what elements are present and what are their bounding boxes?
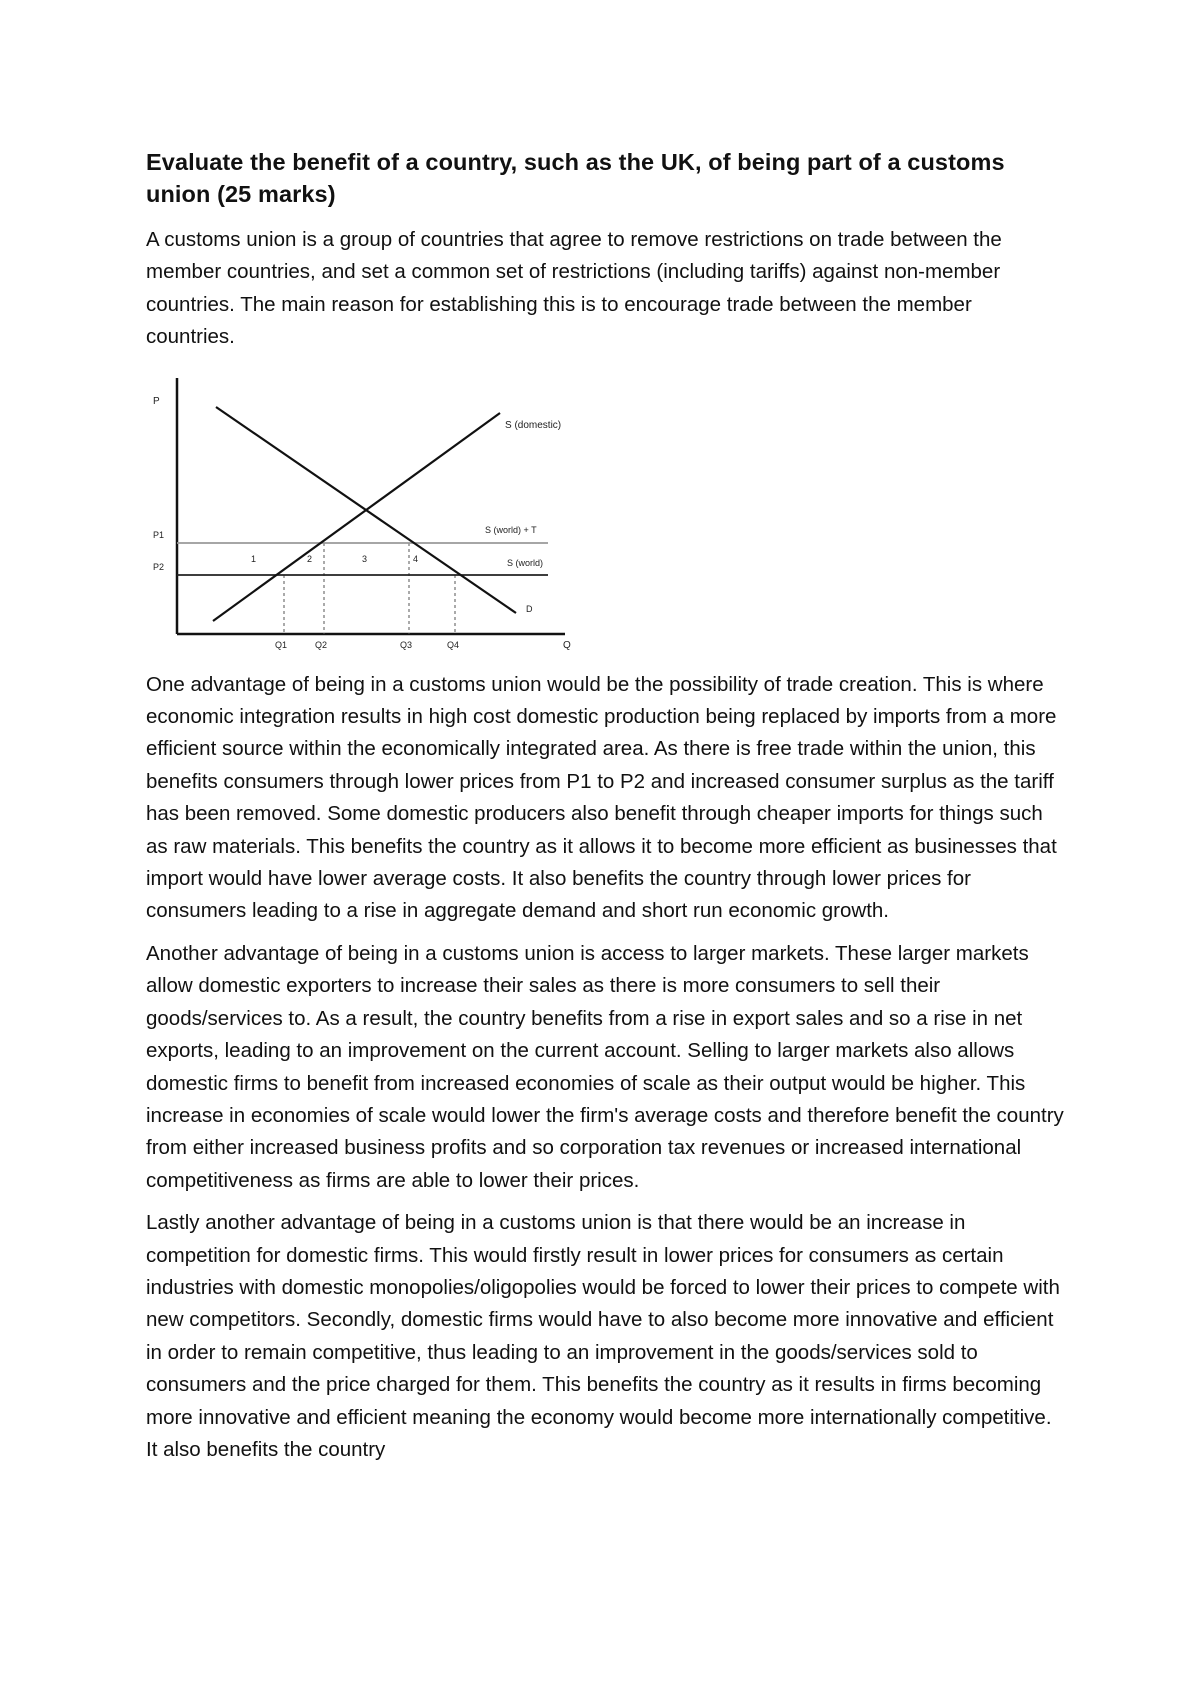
intro-paragraph: A customs union is a group of countries that agree to remove restrictions on trade between the member countries, and set a common set of restrictions (including tariffs) against non-member countries. The main reason for establishing this is to encourage trade between the member countries. — [146, 228, 1002, 349]
document-body — [146, 146, 1066, 1476]
trade-creation-paragraph: One advantage of being in a customs union would be the possibility of trade creation. This is where economic integration results in high cost domestic production being replaced by imports from a more efficient source within the economically integrated area. As there is free trade within the union, this benefits consumers through lower prices from P1 to P2 and increased consumer surplus as the tariff has been removed. Some domestic producers also benefit through cheaper imports for things such as raw materials. This benefits the country as it allows it to become more efficient as businesses that import would have lower average costs. It also benefits the country through lower prices for consumers leading to a rise in aggregate demand and short run economic growth. — [146, 672, 1057, 923]
quantity-label-q1: Q1 — [275, 639, 288, 650]
essay-title: Evaluate the benefit of a country, such as the UK, of being part of a customs union (25 marks) — [146, 149, 1005, 207]
quantity-label-q2: Q2 — [315, 639, 328, 650]
larger-markets-paragraph: Another advantage of being in a customs union is access to larger markets. These larger markets allow domestic exporters to increase their sales as there is more consumers to sell their goods/services to. As a result, the country benefits from a rise in export sales and so a rise in net exports, leading to an improvement on the current account. Selling to larger markets also allows domestic firms to benefit from increased economies of scale as their output would be higher. This increase in economies of scale would lower the firm's average costs and therefore benefit the country from either increased business profits and so corporation tax revenues or increased international competitiveness as firms are able to lower their prices. — [146, 941, 1064, 1192]
demand-label: D — [526, 603, 533, 614]
world-supply-label: S (world) — [507, 557, 544, 568]
quantity-label-q3: Q3 — [400, 639, 413, 650]
trade-creation-diagram — [143, 368, 603, 663]
area-label-2: 2 — [307, 553, 313, 564]
x-axis-label: Q — [563, 639, 571, 651]
area-label-3: 3 — [362, 553, 368, 564]
price-label-p1: P1 — [153, 529, 165, 540]
domestic-supply-curve — [213, 413, 500, 621]
domestic-supply-label: S (domestic) — [505, 419, 562, 431]
competition-paragraph: Lastly another advantage of being in a customs union is that there would be an increase in competition for domestic firms. This would firstly result in lower prices for consumers as certain industries with domestic monopolies/oligopolies would be forced to lower their prices to compete with new competitors. Secondly, domestic firms would have to also become more innovative and efficient in order to remain competitive, thus leading to an improvement in the goods/services sold to consumers and the price charged for them. This benefits the country as it results in firms becoming more innovative and efficient meaning the economy would become more internationally competitive. It also benefits the country — [146, 1211, 1060, 1461]
area-label-1: 1 — [251, 553, 257, 564]
area-label-4: 4 — [413, 553, 419, 564]
quantity-label-q4: Q4 — [447, 639, 460, 650]
diagram-svg — [143, 368, 603, 663]
y-axis-label: P — [153, 395, 160, 407]
world-supply-tariff-label: S (world) + T — [485, 524, 537, 535]
price-label-p2: P2 — [153, 561, 165, 572]
